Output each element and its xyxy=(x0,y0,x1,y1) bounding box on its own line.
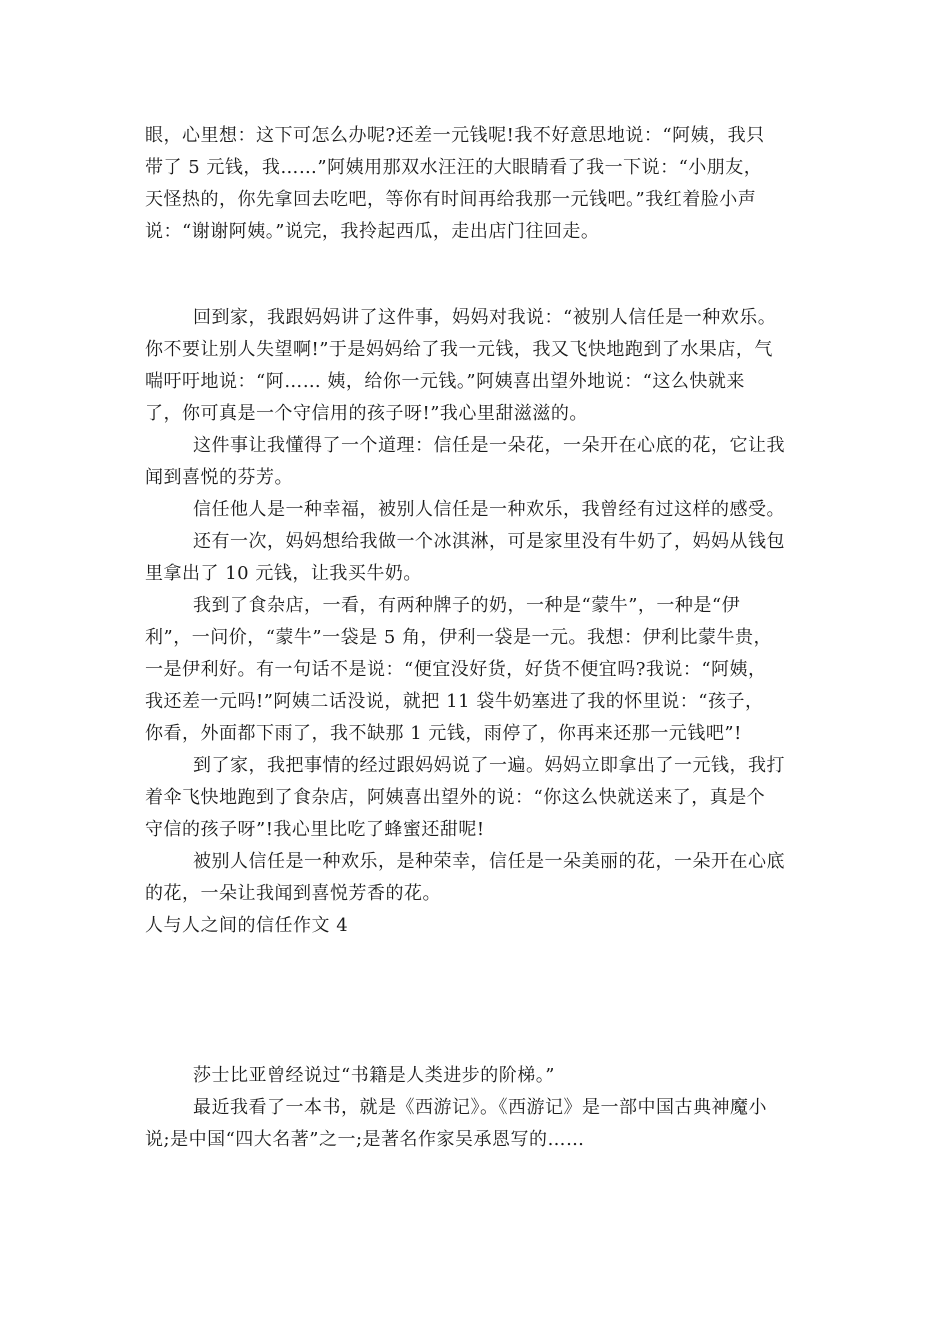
text-line: 我还差一元吗!”阿姨二话没说，就把 11 袋牛奶塞进了我的怀里说：“孩子， xyxy=(145,691,764,712)
text-line: 被别人信任是一种欢乐，是种荣幸，信任是一朵美丽的花，一朵开在心底 xyxy=(193,851,785,872)
text-line: 说：“谢谢阿姨。”说完，我拎起西瓜，走出店门往回走。 xyxy=(145,221,600,242)
text-line: 回到家，我跟妈妈讲了这件事，妈妈对我说：“被别人信任是一种欢乐。 xyxy=(193,307,777,328)
text-line: 信任他人是一种幸福，被别人信任是一种欢乐，我曾经有过这样的感受。 xyxy=(193,499,785,520)
text-line: 闻到喜悦的芬芳。 xyxy=(145,467,293,488)
text-line: 了，你可真是一个守信用的孩子呀!”我心里甜滋滋的。 xyxy=(145,403,588,424)
text-line: 的花，一朵让我闻到喜悦芳香的花。 xyxy=(145,883,441,904)
text-line: 天怪热的，你先拿回去吃吧，等你有时间再给我那一元钱吧。”我红着脸小声 xyxy=(145,189,757,210)
text-line: 到了家，我把事情的经过跟妈妈说了一遍。妈妈立即拿出了一元钱，我打 xyxy=(193,755,785,776)
text-line: 还有一次，妈妈想给我做一个冰淇淋，可是家里没有牛奶了，妈妈从钱包 xyxy=(193,531,785,552)
paragraph-block-3 xyxy=(145,1060,809,1156)
text-line: 最近我看了一本书，就是《西游记》。《西游记》是一部中国古典神魔小 xyxy=(193,1097,767,1118)
text-line: 眼，心里想：这下可怎么办呢?还差一元钱呢!我不好意思地说：“阿姨，我只 xyxy=(145,125,765,146)
text-line: 着伞飞快地跑到了食杂店，阿姨喜出望外的说：“你这么快就送来了，真是个 xyxy=(145,787,766,808)
text-line: 说;是中国“四大名著”之一;是著名作家吴承恩写的…… xyxy=(145,1129,585,1150)
paragraph-block-2 xyxy=(145,302,809,942)
text-line: 这件事让我懂得了一个道理：信任是一朵花，一朵开在心底的花，它让我 xyxy=(193,435,785,456)
text-line: 你不要让别人失望啊!”于是妈妈给了我一元钱，我又飞快地跑到了水果店，气 xyxy=(145,339,773,360)
text-line: 你看，外面都下雨了，我不缺那 1 元钱，雨停了，你再来还那一元钱吧”! xyxy=(145,723,742,744)
text-line: 里拿出了 10 元钱，让我买牛奶。 xyxy=(145,563,422,584)
text-line: 我到了食杂店，一看，有两种牌子的奶，一种是“蒙牛”，一种是“伊 xyxy=(193,595,741,616)
text-line: 一是伊利好。有一句话不是说：“便宜没好货，好货不便宜吗?我说：“阿姨， xyxy=(145,659,767,680)
text-line: 喘吁吁地说：“阿…… 姨，给你一元钱。”阿姨喜出望外地说：“这么快就来 xyxy=(145,371,745,392)
paragraph-block-1 xyxy=(145,120,809,248)
text-line: 带了 5 元钱，我……”阿姨用那双水汪汪的大眼睛看了我一下说：“小朋友， xyxy=(145,157,763,178)
text-line: 莎士比亚曾经说过“书籍是人类进步的阶梯。” xyxy=(193,1065,555,1086)
text-line: 守信的孩子呀”!我心里比吃了蜂蜜还甜呢! xyxy=(145,819,485,840)
text-line: 利”，一问价，“蒙牛”一袋是 5 角，伊利一袋是一元。我想：伊利比蒙牛贵， xyxy=(145,627,772,648)
section-heading: 人与人之间的信任作文 4 xyxy=(145,915,349,936)
